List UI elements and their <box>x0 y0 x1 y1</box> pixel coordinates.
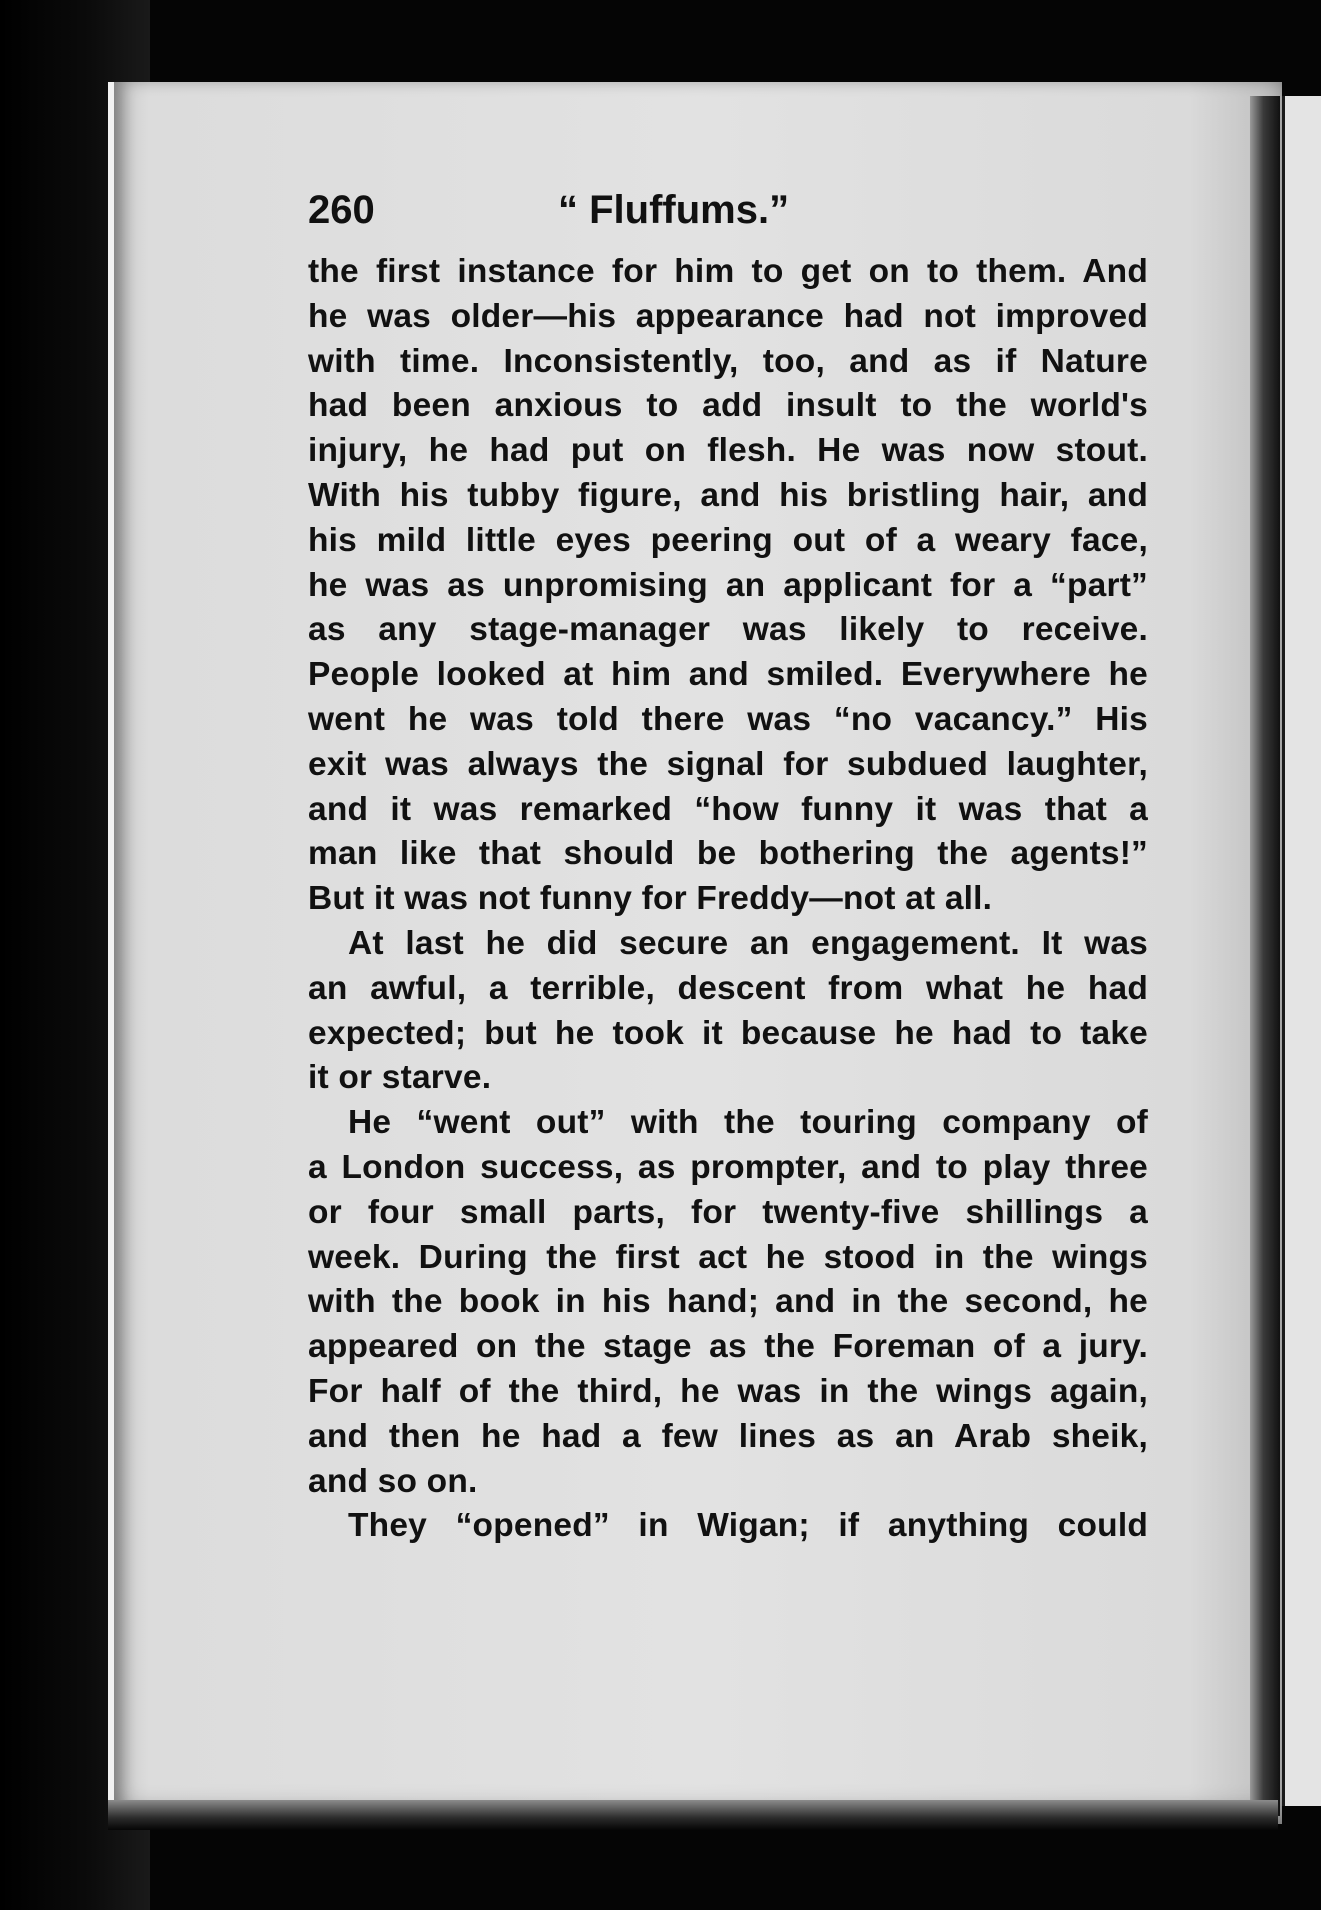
text-line: had been anxious to add insult to the world's <box>308 387 1148 425</box>
running-head <box>308 170 1148 250</box>
text-line: He “went out” with the touring company of <box>348 1104 1148 1142</box>
adjacent-page-edge <box>1282 96 1321 1806</box>
text-line: he was as unpromising an applicant for a “part” <box>308 566 1148 604</box>
text-line: They “opened” in Wigan; if anything could <box>348 1507 1148 1545</box>
page-text-block <box>308 170 1148 1549</box>
page-bottom-edge <box>108 1800 1278 1830</box>
text-line: exit was always the signal for subdued laughter, <box>308 745 1148 783</box>
text-line: an awful, a terrible, descent from what he had <box>308 969 1148 1007</box>
text-line: But it was not funny for Freddy—not at all. <box>308 880 993 918</box>
text-line: and it was remarked “how funny it was that a <box>308 790 1148 828</box>
text-line: went he was told there was “no vacancy.” His <box>308 700 1148 738</box>
running-title: “ Fluffums.” <box>558 187 790 232</box>
paragraph <box>308 1504 1148 1549</box>
text-line: At last he did secure an engagement. It was <box>348 924 1148 962</box>
text-line: appeared on the stage as the Foreman of a jury. <box>308 1328 1148 1366</box>
text-line: injury, he had put on flesh. He was now stout. <box>308 432 1148 470</box>
text-line: or four small parts, for twenty-five shillings a <box>308 1193 1148 1231</box>
text-line: with the book in his hand; and in the second, he <box>308 1283 1148 1321</box>
body-text <box>308 250 1148 1549</box>
text-line: his mild little eyes peering out of a weary face, <box>308 521 1148 559</box>
text-line: week. During the first act he stood in the wings <box>308 1238 1148 1276</box>
text-line: and so on. <box>308 1462 478 1500</box>
paragraph <box>308 1101 1148 1504</box>
paragraph <box>308 250 1148 922</box>
text-line: a London success, as prompter, and to play three <box>308 1148 1148 1186</box>
paragraph <box>308 922 1148 1101</box>
text-line: man like that should be bothering the agents!” <box>308 835 1148 873</box>
text-line: with time. Inconsistently, too, and as if Nature <box>308 342 1148 380</box>
text-line: he was older—his appearance had not improved <box>308 297 1148 335</box>
text-line: the first instance for him to get on to them. And <box>308 253 1148 290</box>
text-line: People looked at him and smiled. Everywhere he <box>308 656 1148 694</box>
text-line: expected; but he took it because he had to take <box>308 1014 1148 1052</box>
text-line: For half of the third, he was in the wings again, <box>308 1372 1148 1410</box>
page-gutter-shadow <box>1250 96 1280 1816</box>
text-line: it or starve. <box>308 1059 492 1097</box>
page-number: 260 <box>308 187 375 232</box>
text-line: as any stage-manager was likely to receive. <box>308 611 1148 649</box>
text-line: and then he had a few lines as an Arab sheik, <box>308 1417 1148 1455</box>
text-line: With his tubby figure, and his bristling hair, and <box>308 476 1148 514</box>
